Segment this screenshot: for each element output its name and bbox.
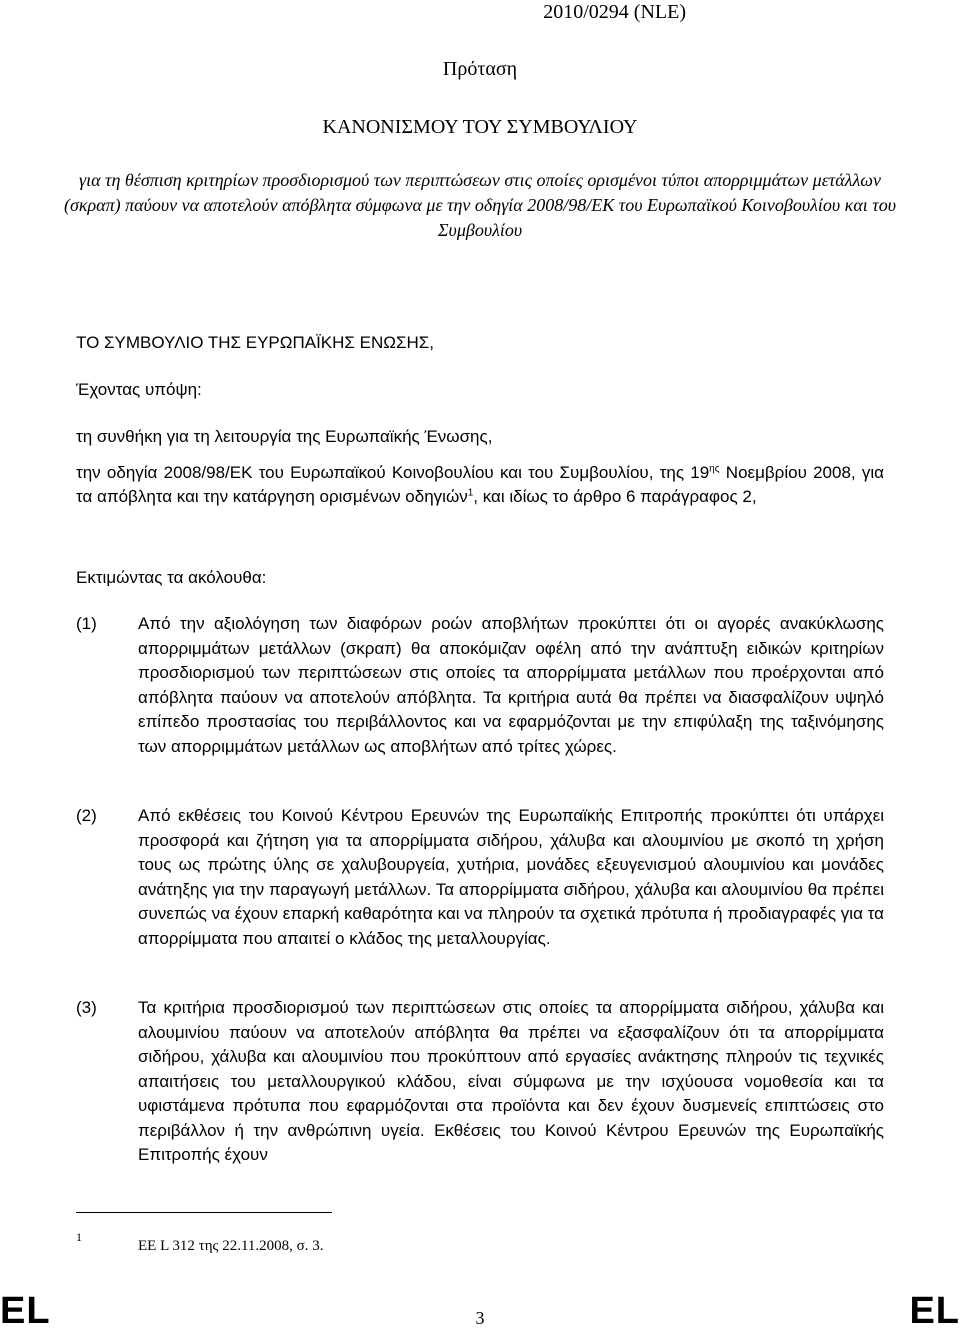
recital-text: Από εκθέσεις του Κοινού Κέντρου Ερευνών της Ευρωπαϊκής Επιτροπής προκύπτει ότι υπάρχει προσφορά και ζήτηση για τα απορρίμματα σιδήρου, χάλυβα και αλουμινίου με σκοπό τη χρήση τους ως πρώτης ύλης σε χαλυβουργεία, χυτήρια, μονάδες εξευγενισμού αλουμινίου και μονάδες ανάτηξης για την παραγωγή μετάλλων. Τα απορρίμματα σιδήρου, χάλυβα και αλουμινίου θα πρέπει συνεπώς να έχουν επαρκή καθαρότητα και να πληρούν τα σχετικά πρότυπα ή προδιαγραφές για τα απορρίμματα που απαιτεί ο κλάδος της μεταλλουργίας. [138, 806, 884, 948]
regulation-title: ΚΑΝΟΝΙΣΜΟΥ ΤΟΥ ΣΥΜΒΟΥΛΙΟΥ [322, 116, 638, 138]
recital-number: (3) [76, 998, 97, 1017]
ordinal-suffix: ης [709, 463, 720, 475]
proposal-label: Πρόταση [442, 58, 518, 80]
directive-citation-part2: Νοεμβρίου 2008, για τα απόβλητα και την κατάργηση ορισμένων οδηγιών [76, 463, 884, 506]
whereas-label: Εκτιμώντας τα ακόλουθα: [76, 568, 267, 587]
footnote-divider [76, 1212, 332, 1213]
recital-number: (2) [76, 806, 97, 825]
having-regard-label: Έχοντας υπόψη: [76, 380, 202, 399]
directive-citation-part1: την οδηγία 2008/98/ΕΚ του Ευρωπαϊκού Κοινοβουλίου και του Συμβουλίου, της 19 [76, 463, 710, 482]
council-heading: ΤΟ ΣΥΜΒΟΥΛΙΟ ΤΗΣ ΕΥΡΩΠΑΪΚΗΣ ΕΝΩΣΗΣ, [76, 333, 434, 352]
treaty-citation: τη συνθήκη για τη λειτουργία της Ευρωπαϊκής Ένωσης, [76, 427, 493, 446]
page-number: 3 [475, 1308, 485, 1328]
footnote-marker: 1 [76, 1230, 82, 1244]
language-code-left: EL [0, 1290, 51, 1332]
language-code-right: EL [909, 1290, 960, 1332]
recital-number: (1) [76, 614, 97, 633]
recital-text: Τα κριτήρια προσδιορισμού των περιπτώσεων στις οποίες τα απορρίμματα σιδήρου, χάλυβα και αλουμινίου παύουν να αποτελούν απόβλητα θα πρέπει να εξασφαλίζουν ότι τα απορρίμματα σιδήρου, χάλυβα και αλουμινίου που προκύπτουν από εργασίες ανάκτησης πληρούν τις τεχνικές απαιτήσεις του μεταλλουργικού κλάδου, είναι σύμφωνα με την ισχύουσα νομοθεσία και τα υφιστάμενα πρότυπα που εφαρμόζονται στα προϊόντα και δεν έχουν δυσμενείς επιπτώσεις στο περιβάλλον ή την ανθρώπινη υγεία. Εκθέσεις του Κοινού Κέντρου Ερευνών της Ευρωπαϊκής Επιτροπής έχουν [138, 998, 884, 1164]
footnote-reference[interactable]: 1 [467, 487, 474, 499]
recital-text: Από την αξιολόγηση των διαφόρων ροών αποβλήτων προκύπτει ότι οι αγορές ανακύκλωσης απορριμμάτων μετάλλων (σκραπ) θα αποκόμιζαν οφέλη από την ανάπτυξη ειδικών κριτηρίων προσδιορισμού των περιπτώσεων στις οποίες τα απορρίμματα μετάλλων που προέρχονται από απόβλητα παύουν να αποτελούν απόβλητα. Τα κριτήρια αυτά θα πρέπει να διασφαλίζουν υψηλό επίπεδο προστασίας του περιβάλλοντος και να εφαρμόζονται με την επιφύλαξη της ταξινόμησης των απορριμμάτων μετάλλων ως αποβλήτων από τρίτες χώρες. [138, 614, 884, 756]
document-reference: 2010/0294 (NLE) [543, 1, 686, 23]
directive-citation [76, 461, 884, 509]
directive-citation-part3: , και ιδίως το άρθρο 6 παράγραφος 2, [473, 487, 757, 506]
footnote-text: EE L 312 της 22.11.2008, σ. 3. [138, 1238, 324, 1254]
regulation-subtitle: για τη θέσπιση κριτηρίων προσδιορισμού των περιπτώσεων στις οποίες ορισμένοι τύποι απορριμμάτων μετάλλων (σκραπ) παύουν να αποτελούν απόβλητα σύμφωνα με την οδηγία 2008/98/ΕΚ του Ευρωπαϊκού Κοινοβουλίου και του Συμβουλίου [64, 170, 896, 240]
